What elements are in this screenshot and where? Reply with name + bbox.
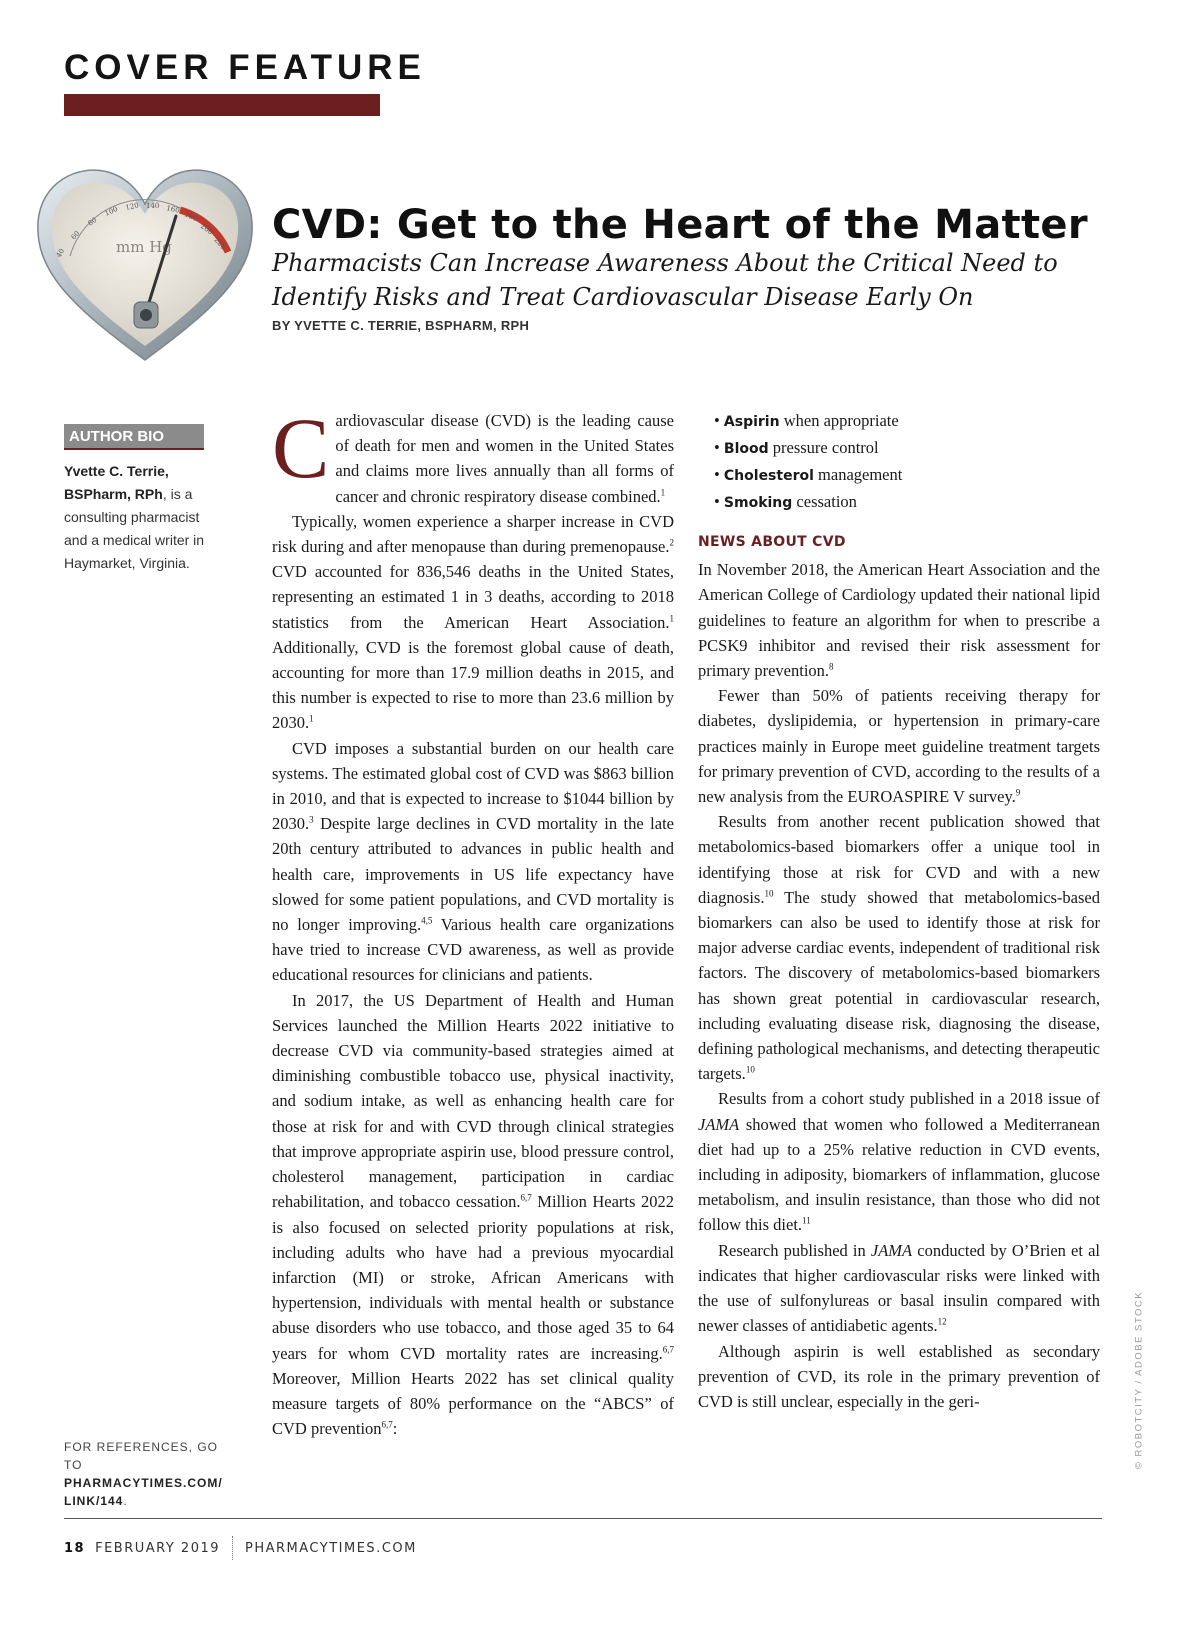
page-footer <box>64 1536 417 1560</box>
gauge-tick: 220 <box>212 236 228 252</box>
paragraph: Fewer than 50% of patients receiving therapy for diabetes, dyslipidemia, or hypertension in primary-care practices mainly in Europe meet guideline treatment targets for primary prevention of CVD, according to the results of a new analysis from the EUROASPIRE V survey.$^9$ <box>698 686 1100 807</box>
gauge-tick: 40 <box>54 247 67 259</box>
gauge-tick: 200 <box>198 222 215 237</box>
references-link[interactable]: PHARMACYTIMES.COM/ LINK/144 <box>64 1476 223 1508</box>
section-heading: NEWS ABOUT CVD <box>698 534 846 550</box>
references-note <box>64 1438 239 1510</box>
kicker-bar <box>64 94 380 116</box>
gauge-tick: 180 <box>183 210 199 224</box>
list-item: • Aspirin when appropriate <box>714 411 899 430</box>
author-bio-text: , is a consulting pharmacist and a medical writer in Haymarket, Virginia. <box>64 486 205 571</box>
gauge-tick: 60 <box>69 229 82 242</box>
drop-cap: C <box>272 400 330 496</box>
paragraph: In November 2018, the American Heart Association and the American College of Cardiology updated their national lipid guidelines to feature an algorithm for when to prescribe a PCSK9 inhibitor and revised their risk assessment for primary prevention.$^8$ <box>698 560 1100 681</box>
list-item: • Cholesterol management <box>714 465 903 484</box>
list-item: • Smoking cessation <box>714 492 857 511</box>
section-kicker: COVER FEATURE <box>64 48 426 87</box>
paragraph: Cardiovascular disease (CVD) is the leading cause of death for men and women in the United States and claims more lives annually than all forms of cancer and chronic respiratory disease combined.$^1$ <box>272 400 674 506</box>
author-bio-label: AUTHOR BIO <box>64 424 204 450</box>
photo-credit: © ROBOTCITY / ADOBE STOCK <box>1133 1290 1145 1470</box>
author-bio-name: Yvette C. Terrie, BSPharm, RPh <box>64 463 169 502</box>
paragraph: In 2017, the US Department of Health and Human Services launched the Million Hearts 2022 initiative to decrease CVD via community-based strategies aimed at diminishing combustible tobacco use, physical inactivity, and sodium intake, as well as enhancing health care for those at risk for and with CVD through clinical strategies that improve appropriate aspirin use, blood pressure control, cholesterol management, participation in cardiac rehabilitation, and tobacco cessation.$^{6,7}$ Million Hearts 2022 is also focused on selected priority populations at risk, including adults who have had a previous myocardial infarction (MI) or stroke, African Americans with hypertension, individuals with mental health or substance abuse disorders who use tobacco, and those aged 35 to 64 years for whom CVD mortality rates are increasing.$^{6,7}$ Moreover, Million Hearts 2022 has set clinical quality measure targets of 80% performance on the “ABCS” of CVD prevention$^{6,7}$: <box>272 990 674 1439</box>
footer-divider <box>232 1536 233 1560</box>
gauge-tick: 120 <box>124 201 140 212</box>
article-byline: BY YVETTE C. TERRIE, BSPHARM, RPH <box>272 318 530 333</box>
author-bio <box>64 460 219 575</box>
issue-date: FEBRUARY 2019 <box>95 1540 221 1556</box>
footer-rule <box>64 1518 1102 1519</box>
gauge-unit-label: mm Hg <box>116 238 172 256</box>
paragraph: CVD imposes a substantial burden on our health care systems. The estimated global cost of CVD was $863 billion in 2010, and that is expected to increase to $1044 billion by 2030.$^3$ Despite large declines in CVD mortality in the late 20th century attributed to advances in public health and health care, improvements in US life expectancy have slowed for some patient populations, and CVD mortality is no longer improving.$^{4,5}$ Various health care organizations have tried to increase CVD awareness, as well as provide educational resources for clinicians and patients. <box>272 738 674 985</box>
references-lead: FOR REFERENCES, GO TO <box>64 1440 219 1472</box>
paragraph: Results from a cohort study published in a 2018 issue of JAMA showed that women who followed a Mediterranean diet had up to a 25% relative reduction in CVD events, including in adiposity, biomarkers of inflammation, glucose metabolism, and insulin resistance, than those who did not follow this diet.$^{11}$ <box>698 1089 1100 1235</box>
paragraph: Typically, women experience a sharper increase in CVD risk during and after menopause than during premenopause.$^2$ CVD accounted for 836,546 deaths in the United States, representing an estimated 1 in 3 deaths, according to 2018 statistics from the American Heart Association.$^1$ Additionally, CVD is the foremost global cause of death, accounting for more than 17.9 million deaths in 2015, and this number is expected to rise to more than 23.6 million by 2030.$^1$ <box>272 511 674 733</box>
references-end: . <box>123 1494 128 1508</box>
page-number: 18 <box>64 1540 86 1556</box>
heart-gauge-illustration <box>30 160 260 370</box>
article-title: CVD: Get to the Heart of the Matter <box>272 202 1088 248</box>
paragraph: Results from another recent publication showed that metabolomics-based biomarkers offer a unique tool in identifying those at risk for CVD and with a new diagnosis.$^{10}$ The study showed that metabolomics-based biomarkers can also be used to identify those at risk for major adverse cardiac events, independent of traditional risk factors. The discovery of metabolomics-based biomarkers has shown great potential in cardiovascular research, including evaluating disease risk, diagnosing the disease, defining pathological mechanisms, and detecting therapeutic targets.$^{10}$ <box>698 812 1100 1084</box>
gauge-tick: 100 <box>103 205 120 218</box>
article-column-2 <box>698 408 1100 1414</box>
gauge-tick: 140 <box>146 202 160 210</box>
paragraph: Although aspirin is well established as secondary prevention of CVD, its role in the primary prevention of CVD is still unclear, especially in the geri- <box>698 1341 1100 1411</box>
article-subtitle: Pharmacists Can Increase Awareness About the Critical Need to Identify Risks and Treat Cardiovascular Disease Early On <box>272 249 1058 311</box>
article-column-1 <box>272 400 674 1441</box>
paragraph: Research published in JAMA conducted by O’Brien et al indicates that higher cardiovascular risks were linked with the use of sulfonylureas or basal insulin compared with newer classes of antidiabetic agents.$^{12}$ <box>698 1240 1100 1336</box>
footer-site[interactable]: PHARMACYTIMES.COM <box>245 1540 417 1556</box>
gauge-tick: 80 <box>86 215 99 228</box>
list-item: • Blood pressure control <box>714 438 879 457</box>
gauge-tick: 160 <box>165 204 181 215</box>
abcs-list <box>698 408 1100 516</box>
gauge-hub-center <box>140 309 152 321</box>
